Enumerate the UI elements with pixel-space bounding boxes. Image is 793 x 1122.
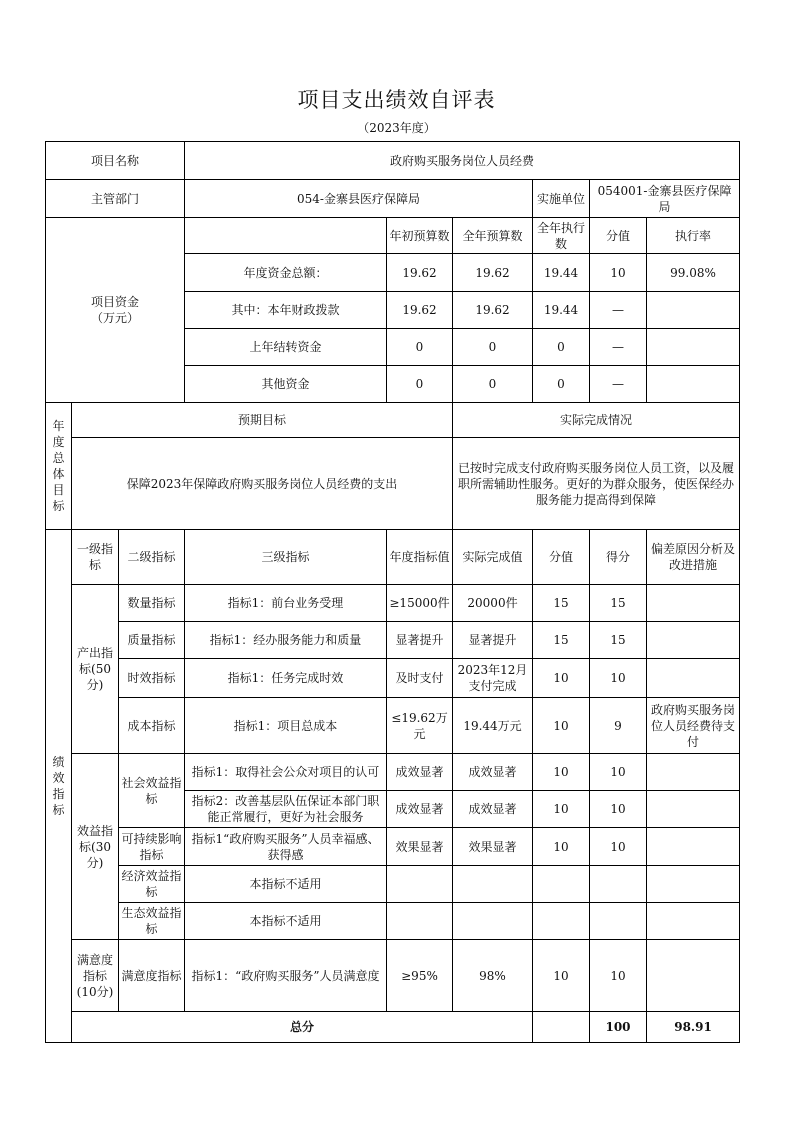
level3-cell: 指标1：“政府购买服务”人员满意度 [185,940,387,1012]
impl-value: 054001-金寨县医疗保障局 [590,180,740,218]
evaluation-table [45,141,740,1043]
level3-cell: 指标1：前台业务受理 [185,585,387,622]
indicator-row [46,698,740,754]
level2-cell: 经济效益指标 [119,866,185,903]
total-row [46,1012,740,1043]
indicator-row [46,903,740,940]
benefit-indicator-label: 效益指标(30分) [72,754,119,940]
actual-cell: 2023年12月支付完成 [453,659,533,698]
funds-row-initial: 0 [387,329,453,366]
level3-cell: 指标1：取得社会公众对项目的认可 [185,754,387,791]
score-cell: 15 [590,585,647,622]
funds-label-line1: 项目资金 [90,295,139,309]
output-indicator-label: 产出指标(50分) [72,585,119,754]
funds-row-executed: 0 [533,366,590,403]
indicator-row [46,866,740,903]
score-value-cell: 15 [533,622,590,659]
expected-goal-label: 预期目标 [72,403,453,438]
funds-row-annual: 19.62 [453,254,533,292]
score-cell: 10 [590,791,647,828]
deviation-cell [647,754,740,791]
score-value-cell: 10 [533,940,590,1012]
indicator-header-row [46,530,740,585]
funds-header-rate: 执行率 [647,218,740,254]
expected-goal-text: 保障2023年保障政府购买服务岗位人员经费的支出 [72,438,453,530]
target-cell: ≥15000件 [387,585,453,622]
goals-header-row [46,403,740,438]
indicator-row [46,622,740,659]
goals-label [46,403,72,530]
funds-row-initial: 19.62 [387,292,453,329]
funds-label [46,218,185,403]
score-cell: 10 [590,828,647,866]
header-level3: 三级指标 [185,530,387,585]
funds-row-name: 上年结转资金 [185,329,387,366]
dept-label: 主管部门 [46,180,185,218]
level3-cell: 指标1：任务完成时效 [185,659,387,698]
score-value-cell: 10 [533,754,590,791]
deviation-cell [647,940,740,1012]
target-cell [387,866,453,903]
page-title: 项目支出绩效自评表 [297,88,496,112]
funds-row-annual: 0 [453,366,533,403]
score-cell: 10 [590,940,647,1012]
deviation-cell [647,585,740,622]
level2-cell: 社会效益指标 [119,754,185,828]
score-value-cell [533,903,590,940]
impl-label: 实施单位 [533,180,590,218]
score-cell [590,866,647,903]
score-value-cell [533,866,590,903]
target-cell: ≤19.62万元 [387,698,453,754]
score-cell: 9 [590,698,647,754]
deviation-cell [647,903,740,940]
funds-row-score-value: — [590,292,647,329]
indicator-row [46,940,740,1012]
target-cell [387,903,453,940]
total-label: 总分 [72,1012,533,1043]
actual-cell: 20000件 [453,585,533,622]
total-score-value: 100 [590,1012,647,1043]
funds-header-score-value: 分值 [590,218,647,254]
funds-header-executed: 全年执行数 [533,218,590,254]
total-blank [533,1012,590,1043]
funds-row-rate [647,366,740,403]
score-cell: 15 [590,622,647,659]
level2-cell: 生态效益指标 [119,903,185,940]
deviation-cell [647,659,740,698]
funds-row-initial: 19.62 [387,254,453,292]
header-level2: 二级指标 [119,530,185,585]
indicators-label-text: 绩效指标 [52,755,65,817]
target-cell: 成效显著 [387,791,453,828]
funds-label-line2: （万元） [90,311,139,325]
funds-header-annual: 全年预算数 [453,218,533,254]
project-name-row [46,142,740,180]
actual-cell: 效果显著 [453,828,533,866]
funds-row-initial: 0 [387,366,453,403]
target-cell: 显著提升 [387,622,453,659]
funds-row-executed: 19.44 [533,292,590,329]
year-subtitle: （2023年度） [357,121,436,135]
funds-row-rate [647,329,740,366]
project-name-value: 政府购买服务岗位人员经费 [185,142,740,180]
funds-row-name: 年度资金总额： [185,254,387,292]
indicators-label [46,530,72,1043]
funds-row-score-value: — [590,366,647,403]
indicator-row [46,754,740,791]
level2-cell: 可持续影响指标 [119,828,185,866]
level2-cell: 质量指标 [119,622,185,659]
project-name-label: 项目名称 [46,142,185,180]
indicator-row [46,585,740,622]
score-value-cell: 10 [533,791,590,828]
actual-cell: 成效显著 [453,754,533,791]
actual-goal-label: 实际完成情况 [453,403,740,438]
funds-row-rate [647,292,740,329]
funds-row-annual: 0 [453,329,533,366]
total-score: 98.91 [647,1012,740,1043]
indicator-row [46,659,740,698]
funds-row-score-value: — [590,329,647,366]
score-value-cell: 15 [533,585,590,622]
deviation-cell [647,791,740,828]
funds-row-name: 其中：本年财政拨款 [185,292,387,329]
actual-goal-text: 已按时完成支付政府购买服务岗位人员工资，以及履职所需辅助性服务。更好的为群众服务，使医保经办服务能力提高得到保障 [453,438,740,530]
funds-header-initial: 年初预算数 [387,218,453,254]
department-row [46,180,740,218]
header-score-value: 分值 [533,530,590,585]
score-cell: 10 [590,659,647,698]
indicator-row [46,828,740,866]
level3-cell: 指标1：经办服务能力和质量 [185,622,387,659]
goals-content-row [46,438,740,530]
header-target: 年度指标值 [387,530,453,585]
actual-cell: 98% [453,940,533,1012]
header-deviation: 偏差原因分析及改进措施 [647,530,740,585]
level3-cell: 指标1：项目总成本 [185,698,387,754]
deviation-cell [647,828,740,866]
level3-cell: 本指标不适用 [185,866,387,903]
funds-row-annual: 19.62 [453,292,533,329]
funds-row-executed: 0 [533,329,590,366]
level3-cell: 指标2：改善基层队伍保证本部门职能正常履行，更好为社会服务 [185,791,387,828]
target-cell: 及时支付 [387,659,453,698]
level2-cell: 成本指标 [119,698,185,754]
deviation-cell [647,866,740,903]
deviation-cell [647,622,740,659]
level3-cell: 本指标不适用 [185,903,387,940]
goals-label-text: 年度总体目标 [52,419,65,513]
header-actual: 实际完成值 [453,530,533,585]
target-cell: 成效显著 [387,754,453,791]
actual-cell: 19.44万元 [453,698,533,754]
actual-cell: 成效显著 [453,791,533,828]
score-cell: 10 [590,754,647,791]
dept-value: 054-金寨县医疗保障局 [185,180,533,218]
funds-header-row [46,218,740,254]
score-value-cell: 10 [533,659,590,698]
deviation-cell: 政府购买服务岗位人员经费待支付 [647,698,740,754]
funds-header-blank [185,218,387,254]
level2-cell: 满意度指标 [119,940,185,1012]
funds-row-score-value: 10 [590,254,647,292]
header-score: 得分 [590,530,647,585]
satisfaction-indicator-label: 满意度指标(10分) [72,940,119,1012]
score-value-cell: 10 [533,698,590,754]
actual-cell: 显著提升 [453,622,533,659]
level2-cell: 数量指标 [119,585,185,622]
score-value-cell: 10 [533,828,590,866]
actual-cell [453,903,533,940]
funds-row-rate: 99.08% [647,254,740,292]
funds-row-executed: 19.44 [533,254,590,292]
funds-row-name: 其他资金 [185,366,387,403]
level2-cell: 时效指标 [119,659,185,698]
header-level1: 一级指标 [72,530,119,585]
level3-cell: 指标1“政府购买服务”人员幸福感、获得感 [185,828,387,866]
target-cell: ≥95% [387,940,453,1012]
actual-cell [453,866,533,903]
score-cell [590,903,647,940]
target-cell: 效果显著 [387,828,453,866]
